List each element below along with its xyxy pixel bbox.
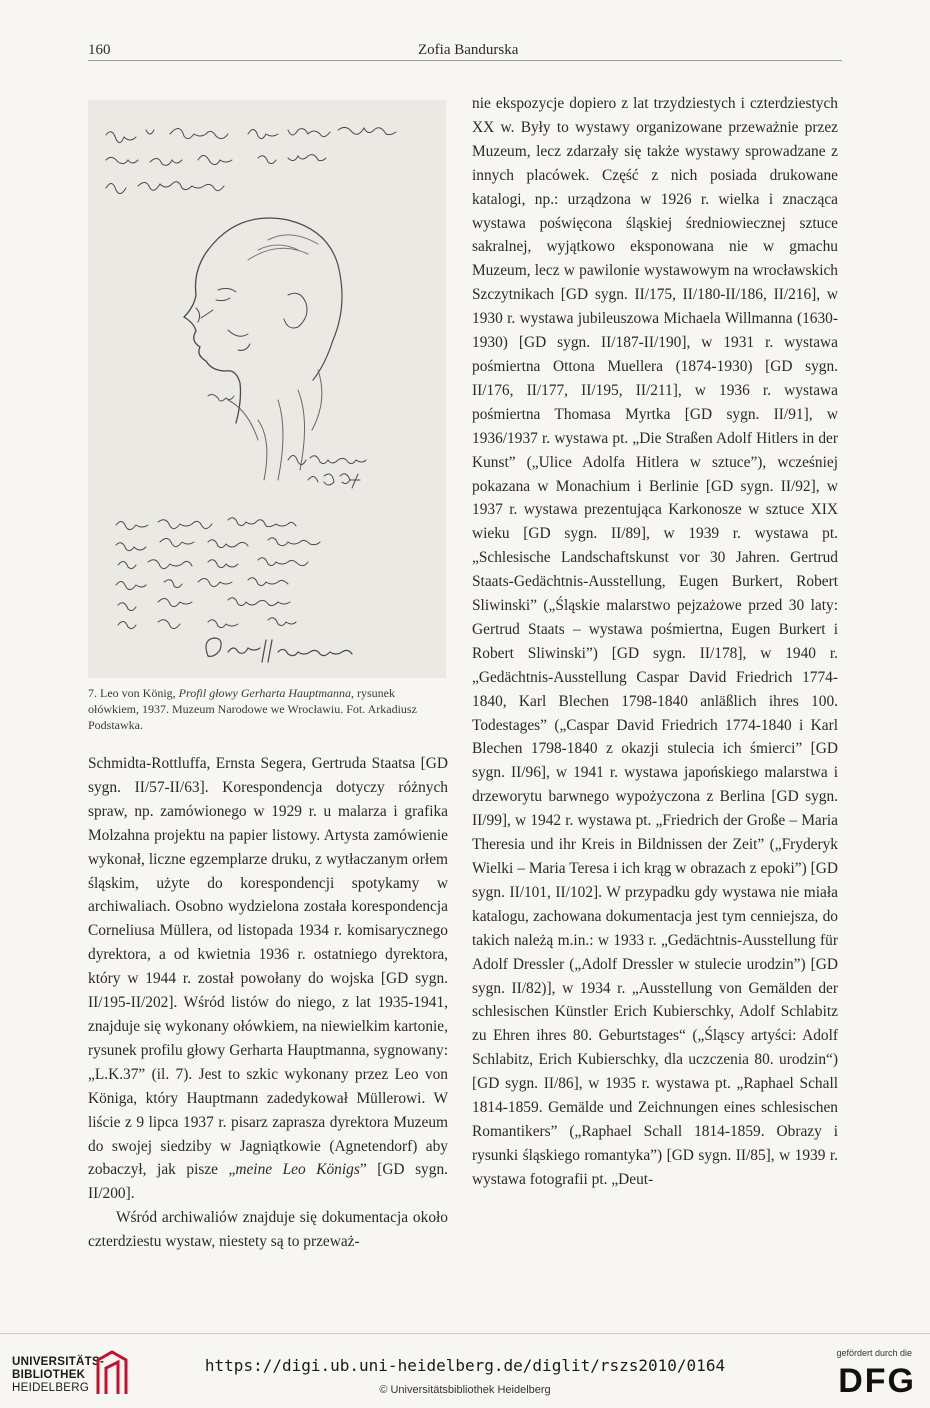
page-header — [88, 38, 842, 60]
header-rule — [88, 60, 842, 61]
page-number: 160 — [88, 42, 111, 58]
figure-sketch — [88, 100, 446, 678]
footer-copyright: © Universitätsbibliothek Heidelberg — [379, 1384, 551, 1396]
left-paragraph-1-text: Schmidta-Rottluffa, Ernsta Segera, Gertruda Staatsa [GD sygn. II/57-II/63]. Korespondencja dotyczy różnych spraw, np. zamówionego w 1929 r. u malarza i grafika Molzahna projektu na papier listowy. Artysta zamówienie wykonał, liczne egzemplarze druku, z wytłaczanym orłem śląskim, użyte do korespondencji spotykamy w archiwaliach. Osobno wydzielona została korespondencja Corneliusa Müllera, od listopada 1934 r. komisarycznego dyrektora, a od kwietnia 1936 r. ostatniego dyrektora, który w 1944 r. został powołany do wojska [GD sygn. II/195-II/202]. Wśród listów do niego, z lat 1935-1941, znajduje się wykonany ołówkiem, na niewielkim kartonie, rysunek profilu głowy Gerharta Hauptmanna, sygnowany: „L.K.37” (il. 7). Jest to szkic wykonany przez Leo von Königa, który Hauptmann zadedykował Müllerowi. W liście z 9 lipca 1937 r. pisarz zaprasza dyrektora Muzeum do swojej siedziby w Jagniątkowie (Agnetendorf) aby zobaczył, jak pisze „ — [88, 755, 448, 1179]
caption-title: Profil głowy Gerharta Hauptmanna — [178, 686, 351, 700]
dfg-logo: DFG — [838, 1362, 916, 1400]
library-line-2: BIBLIOTHEK — [12, 1369, 86, 1381]
right-column — [472, 92, 838, 1192]
left-column — [88, 752, 448, 1254]
left-paragraph-1 — [88, 752, 448, 1206]
funded-by-note: gefördert durch die — [836, 1348, 912, 1358]
left-paragraph-1-end: ” [GD sygn. II/200]. — [88, 1161, 448, 1203]
left-paragraph-2: Wśród archiwaliów znajduje się dokumentacja około czterdziestu wystaw, niestety są to przeważ- — [88, 1209, 448, 1251]
figure-caption — [88, 685, 446, 733]
running-title: Zofia Bandurska — [418, 42, 519, 58]
library-line-1: UNIVERSITÄTS- — [12, 1356, 105, 1368]
caption-number: 7. Leo von König, — [88, 686, 176, 700]
footer-url-link[interactable]: https://digi.ub.uni-heidelberg.de/diglit/rszs2010/0164 — [204, 1356, 726, 1375]
sketch-drawing — [88, 100, 446, 678]
right-paragraph-1: nie ekspozycje dopiero z lat trzydziestych i czterdziestych XX w. Były to wystawy organizowane przeważnie przez Muzeum, lecz zdarzały się także wystawy sprowadzane z innych placówek. Część z nich posiada drukowane katalogi, np.: urządzona w 1926 r. wielka i znacząca wystawa poświęcona śląskiej średniowiecznej sztuce sakralnej, wyjątkowo eksponowana nie w gmachu Muzeum, lecz w pawilonie wystawowym na wrocławskich Szczytnikach [GD sygn. II/175, II/180-II/186, II/216], w 1930 r. wystawa jubileuszowa Michaela Willmanna (1630-1930) [GD sygn. II/187-II/190], w 1931 r. wystawa pośmiertna Ottona Muellera (1874-1930) [GD sygn. II/176, II/177, II/195, II/211], w 1936 r. wystawa pośmiertna Thomasa Myrtka [GD sygn. II/91], w 1936/1937 r. wystawa pt. „Die Straßen Adolf Hitlers in der Kunst” („Ulice Adolfa Hitlera w sztuce”), wcześniej pokazana w Monachium i Berlinie [GD sygn. II/92], w 1937 r. wystawa prezentująca Karkonosze w sztuce XIX wieku [GD sygn. II/89], w 1939 r. wystawa pt. „Schlesische Landschaftskunst vor 30 Jahren. Gertrud Staats-Gedächtnis-Ausstellung, Eugen Burkert, Robert Sliwinski” („Śląskie malarstwo pejzażowe przed 30 laty: Gertrud Staats – wystawa pośmiertna, Eugen Burkert i Robert Sliwinski”) [GD sygn. II/178], w 1940 r. „Gedächtnis-Ausstellung Caspar David Friedrich 1774-1840, Karl Blechen 1798-1840 anläßlich ihres 100. Todestages” („Caspar David Friedrich 1774-1840 i Karl Blechen 1798-1840 z okazji stulecia ich śmierci” [GD sygn. II/96], w 1941 r. wystawa japońskiego malarstwa i drzeworytu barwnego wypożyczona z Berlina [GD sygn. II/99], w 1942 r. wystawa pt. „Friedrich der Große – Maria Theresia und ihr Kreis in Bildnissen der Zeit” („Fryderyk Wielki – Maria Teresa i ich krąg w obrazach z epoki”) [GD sygn. II/101, II/102]. W przypadku gdy wystawa nie miała katalogu, zachowana dokumentacja jest tym cenniejsza, do takich należą m.in.: w 1933 r. „Gedächtnis-Ausstellung für Adolf Dressler („Adolf Dressler w stulecie urodzin”) [GD sygn. II/82)], w 1934 r. „Ausstellung von Gemälden der schlesischen Künstler Erich Kubierschky, Adolf Schlabitz zu Ehren ihres 80. Geburtstages“ („Śląscy artyści: Adolf Schlabitz, Erich Kubierschky, dla uczczenia 80. urodzin“) [GD sygn. II/86], w 1935 r. wystawa pt. „Raphael Schall 1814-1859. Gemälde und Zeichnungen eines schlesischen Romantikers” („Raphael Schall 1814-1859. Obrazy i rysunki śląskiego romantyka”) [GD sygn. II/85], w 1939 r. wystawa fotografii pt. „Deut- — [472, 95, 838, 1188]
footer — [0, 1333, 930, 1408]
library-line-3: HEIDELBERG — [12, 1382, 90, 1394]
left-paragraph-1-italic: meine Leo Königs — [235, 1161, 360, 1179]
caption-rest: , rysunek ołówkiem, 1937. Muzeum Narodowe we Wrocławiu. Fot. Arkadiusz Podstawka. — [88, 686, 417, 732]
